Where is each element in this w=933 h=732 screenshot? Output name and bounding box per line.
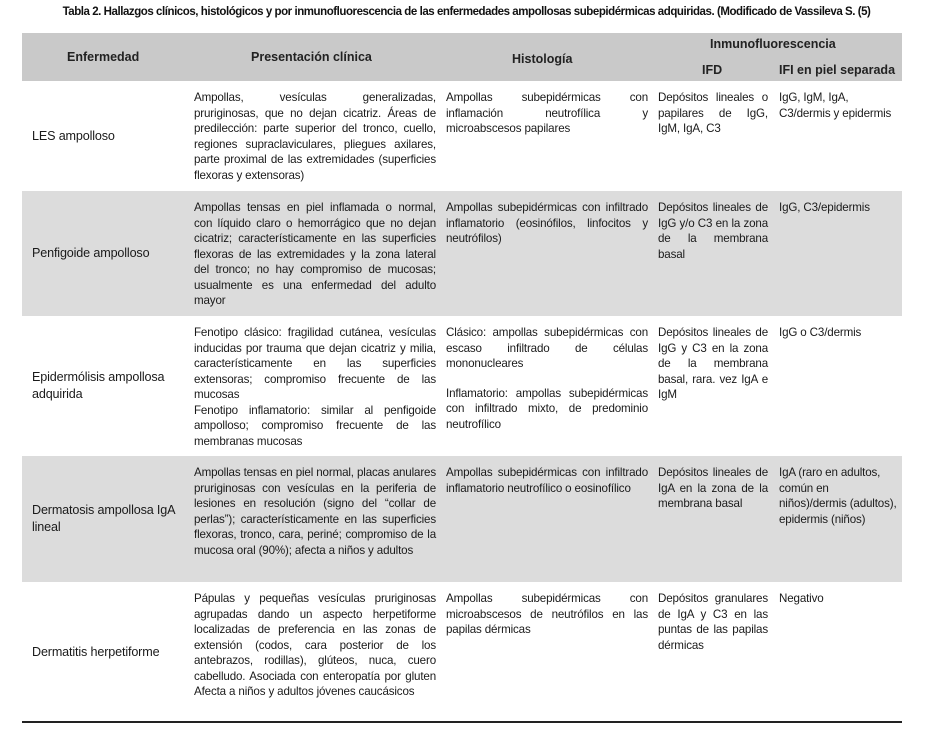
cell-ifi: IgA (raro en adultos, común en niños)/dermis (adultos), epidermis (niños) — [779, 466, 897, 526]
header-ifi: IFI en piel separada — [779, 63, 896, 77]
cell-ifd: Depósitos lineales de IgG y C3 en la zona de la membrana basal, rara. vez IgA e IgM — [658, 326, 768, 401]
cell-presentacion: Ampollas tensas en piel inflamada o normal, con líquido claro o hemorrágico que no dejan cicatriz; característicamente en las superficies flexoras de las extremidades y la zona lateral del tronco; no hay compromiso de mucosas; usualmente es una enfermedad del adulto mayor — [194, 201, 436, 307]
table-caption: Tabla 2. Hallazgos clínicos, histológicos y por inmunofluorescencia de las enfermedades ampollosas subepidérmicas adquiridas. (Modificado de Vassileva S. (5) — [62, 6, 871, 18]
header-histologia: Histología — [512, 52, 573, 66]
header-inmunofluorescencia: Inmunofluorescencia — [710, 37, 836, 51]
presentacion-fenotipo-inflamatorio: Fenotipo inflamatorio: similar al penfigoide ampolloso; compromiso frecuente de las membranas mucosas — [194, 403, 436, 448]
cell-histologia: Ampollas subepidérmicas con inflamación neutrofílica y microabscesos papilares — [446, 91, 648, 135]
table-row — [22, 316, 902, 456]
table-row — [22, 456, 902, 582]
table-row — [22, 582, 902, 722]
cell-histologia: Ampollas subepidérmicas con microabscesos de neutrófilos en las papilas dérmicas — [446, 592, 648, 636]
cell-ifd: Depósitos granulares de IgA y C3 en las puntas de las papilas dérmicas — [658, 592, 768, 652]
cell-presentacion — [194, 325, 436, 449]
table-bottom-rule — [22, 721, 902, 723]
clinical-findings-table — [22, 33, 902, 722]
cell-ifd: Depósitos lineales o papilares de IgG, IgM, IgA, C3 — [658, 91, 768, 135]
cell-ifi: Negativo — [779, 592, 824, 605]
histologia-inflamatorio: Inflamatorio: ampollas subepidérmicas con infiltrado mixto, de predominio neutrofílico — [446, 386, 648, 431]
header-enfermedad: Enfermedad — [67, 50, 140, 64]
table-header — [22, 33, 902, 81]
presentacion-fenotipo-clasico: Fenotipo clásico: fragilidad cutánea, vesículas inducidas por trauma que dejan cicatriz y milia, característicamente en las superficies extensoras; compromiso frecuente de las mucosas — [194, 326, 436, 401]
cell-ifd: Depósitos lineales de IgG y/o C3 en la zona de la membrana basal — [658, 201, 768, 261]
header-presentacion: Presentación clínica — [251, 50, 372, 64]
cell-enfermedad: LES ampolloso — [32, 128, 115, 143]
cell-ifi: IgG, C3/epidermis — [779, 201, 870, 214]
cell-ifi: IgG o C3/dermis — [779, 326, 862, 339]
table-row — [22, 81, 902, 191]
cell-enfermedad: Penfigoide ampolloso — [32, 246, 150, 260]
cell-presentacion: Pápulas y pequeñas vesículas pruriginosas agrupadas dando un aspecto herpetiforme localizadas de preferencia en las zonas de extensión (codos, cara posterior de los antebrazos, rodillas), glúteos, nuca, cuero cabelludo. Asociada con enteropatía por gluten Afecta a niños y adultos jóvenes caucásicos — [194, 592, 436, 698]
cell-enfermedad: Dermatosis ampollosa IgA lineal — [32, 503, 175, 534]
cell-ifd: Depósitos lineales de IgA en la zona de la membrana basal — [658, 466, 768, 510]
cell-presentacion: Ampollas, vesículas generalizadas, pruriginosas, que no dejan cicatriz. Áreas de predilección: parte superior del tronco, cuello, regiones supraclaviculares, pliegues axilares, parte proximal de las extremidades (superficies flexoras y extensoras) — [194, 91, 436, 182]
cell-histologia: Ampollas subepidérmicas con infiltrado inflamatorio neutrofílico o eosinofílico — [446, 466, 648, 495]
table-row — [22, 191, 902, 316]
cell-presentacion: Ampollas tensas en piel normal, placas anulares pruriginosas con vesículas en la periferia de lesiones en resolución (signo del “collar de perlas”); característicamente en las superficies flexoras, tronco, cara, periné; compromiso de la mucosa oral (90%); afecta a niños y adultos — [194, 466, 436, 557]
cell-ifi: IgG, IgM, IgA, C3/dermis y epidermis — [779, 91, 892, 120]
cell-enfermedad: Epidermólisis ampollosa adquirida — [32, 370, 165, 401]
cell-histologia: Ampollas subepidérmicas con infiltrado inflamatorio (eosinófilos, linfocitos y neutrófilos) — [446, 201, 648, 245]
header-ifd: IFD — [702, 63, 723, 77]
cell-enfermedad: Dermatitis herpetiforme — [32, 644, 160, 659]
histologia-clasico: Clásico: ampollas subepidérmicas con escaso infiltrado de células mononucleares — [446, 326, 648, 370]
cell-histologia — [446, 325, 648, 432]
